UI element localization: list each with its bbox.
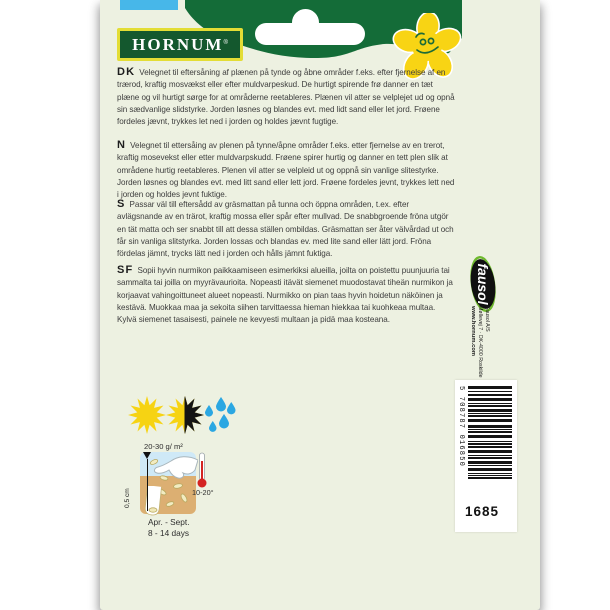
sowing-rate-label: 20-30 g/ m² xyxy=(144,442,183,451)
barcode-bars xyxy=(468,386,512,504)
temperature-label: 10-20° xyxy=(192,488,214,497)
barcode-ean-digits: 5 708787 016850 xyxy=(457,386,465,468)
section-danish xyxy=(117,66,455,129)
lang-label-n: N xyxy=(117,139,127,151)
publisher-company: Fausol A/S xyxy=(484,306,490,332)
section-swedish xyxy=(117,198,455,261)
rain-drops-icon xyxy=(204,397,238,435)
hornum-logo-text: HORNUM xyxy=(132,35,224,54)
sun-icon xyxy=(128,396,166,434)
section-finnish xyxy=(117,264,455,327)
lang-label-dk: DK xyxy=(117,66,136,78)
sowing-depth-label: 0,5 cm xyxy=(124,488,131,508)
fausol-logo xyxy=(462,255,504,313)
thermometer-icon xyxy=(196,452,208,488)
section-text-n: Velegnet til ettersåing av plenen på tynne/åpne områder f.eks. etter fjernelse av en trerot, kraftig mosevekst eller etter muldvarpskudd. Frøene spirer hurtig og danner en tett plen slik at områdene hurtig reetableres. Plenen vil atter se velpleid ut og oppnå sin vanlige slitestyrke. Jorden løsnes og blandes evt. med litt sand eller lett jord. Frøene fordeles jevnt, trykkes lett ned i jorden og holdes jevnt fuktige. xyxy=(117,141,455,200)
section-text-s: Passar väl till eftersådd av gräsmattan på tunna och öppna områden, t.ex. efter avlägsnande av en trärot, kraftig mossa eller spår efter mullvad. De snabbgroende fröna utgör en tät matta och ser snabbt till att dessa ställen ombildas. Gräsmattan ser åter välvårdad ut och får sin vanliga slitstyrka. Jorden lossas och blandas ev. med lite sand eller lätt jord. Fröna fördelas jämnt, trycks lätt ned i jorden och hålls jämnt fuktiga. xyxy=(117,200,454,259)
hornum-logo xyxy=(117,28,243,61)
section-text-sf: Sopii hyvin nurmikon paikkaamiseen esimerkiksi alueilla, joilta on poistettu puunjuuria tai sammalta tai joilla on myyrävaurioita. Nopeasti itävät siemenet muodostavat tiheän nurmikon ja korjaavat vahingoittuneet alueet nopeasti. Nurmikko on pian taas hyvin hoidetun näköinen ja kestävä. Muokkaa maa ja sekoita siihen tarvittaessa hieman hiekkaa tai kuohkeaa multaa. Kylvä siemenet tasaisesti, painele ne kevyesti multaan ja pidä maa kosteana. xyxy=(117,266,453,325)
registered-mark: ® xyxy=(223,39,228,46)
section-text-dk: Velegnet til eftersåning af plænen på tynde og åbne områder f.eks. efter fjernelse af en trærod, kraftig mosvækst eller efter muldvarpeskud. De hurtigt spirende frø danner en tæt plæne og vil hurtigt sørge for at områderne reetableres. Plænen vil atter se velplejet ud og opnå sin sædvanlige slidstyrke. Jorden løsnes og blandes evt. med lidt sand eller let jord. Frøene fordeles jævnt, trykkes let ned i jorden og holdes jævnt fugtige. xyxy=(117,68,455,127)
publisher-website: www.hornum.com xyxy=(470,306,476,357)
hang-hole-slot xyxy=(255,23,365,45)
seed-packet-back xyxy=(100,0,540,610)
product-number: 1685 xyxy=(465,504,500,519)
fausol-logo-text: fausol xyxy=(475,263,491,305)
sowing-period-label: Apr. - Sept. xyxy=(148,517,190,527)
depth-line xyxy=(147,459,148,511)
publisher-address: Møllevej 7 · DK-4000 Roskilde xyxy=(477,306,483,378)
lang-label-s: S xyxy=(117,198,126,210)
lang-label-sf: SF xyxy=(117,264,134,276)
germination-label: 8 - 14 days xyxy=(148,528,190,538)
section-norwegian xyxy=(117,139,455,202)
partial-shade-icon xyxy=(166,396,204,434)
publisher-address-block xyxy=(469,306,490,382)
depth-marker-icon xyxy=(143,452,151,459)
